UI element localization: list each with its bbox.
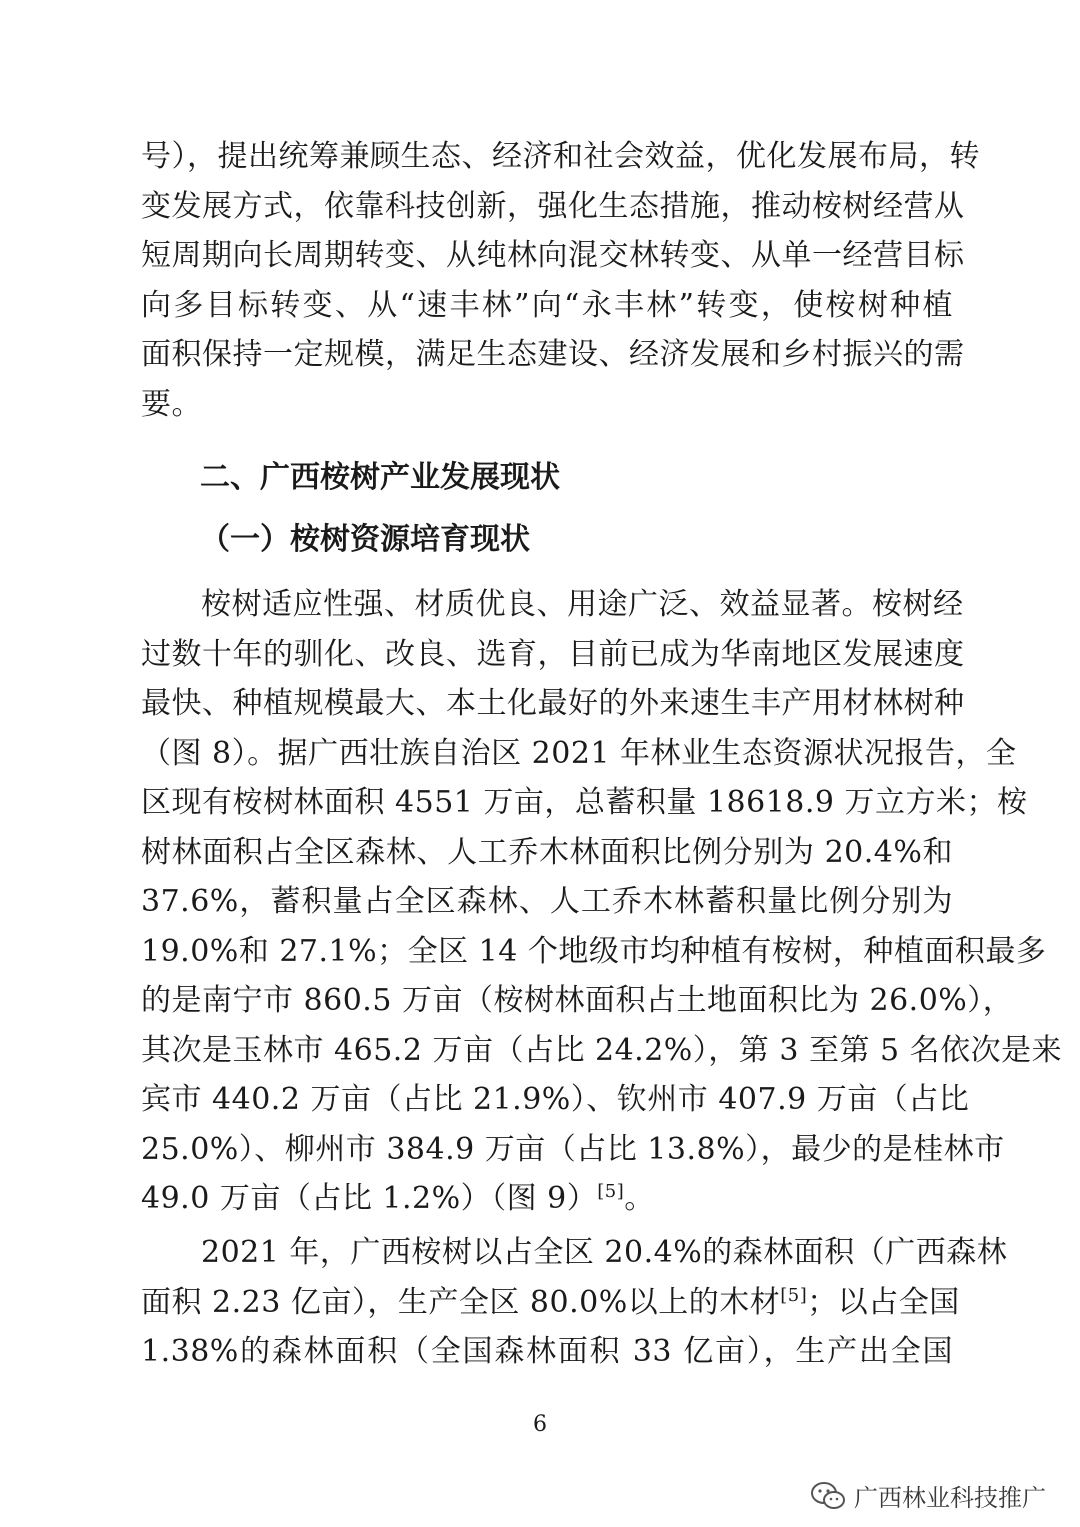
citation-ref: [5] bbox=[780, 1284, 808, 1306]
text-line: 过数十年的驯化、改良、选育，目前已成为华南地区发展速度 bbox=[141, 636, 965, 672]
text-line: 宾市 440.2 万亩（占比 21.9%）、钦州市 407.9 万亩（占比 bbox=[141, 1082, 970, 1117]
paragraph-3 bbox=[141, 1228, 1008, 1377]
line-text-tail: ；以占全国 bbox=[807, 1284, 960, 1320]
text-line: 2021 年，广西桉树以占全区 20.4%的森林面积（广西森林 bbox=[201, 1235, 1008, 1270]
line-text-end: 。 bbox=[624, 1181, 655, 1216]
watermark bbox=[810, 1478, 1046, 1513]
wechat-icon bbox=[810, 1481, 846, 1511]
citation-ref: [5] bbox=[597, 1181, 625, 1202]
paragraph-1 bbox=[141, 132, 980, 429]
text-line: 其次是玉林市 465.2 万亩（占比 24.2%），第 3 至第 5 名依次是来 bbox=[141, 1032, 1063, 1068]
text-line: 短周期向长周期转变、从纯林向混交林转变、从单一经营目标 bbox=[141, 238, 965, 273]
line-text: 49.0 万亩（占比 1.2%）（图 9） bbox=[141, 1181, 598, 1216]
section-heading: 二、广西桉树产业发展现状 bbox=[200, 460, 560, 495]
text-line: 要。 bbox=[141, 386, 202, 422]
text-line: 最快、种植规模最大、本土化最好的外来速生丰产用材林树种 bbox=[141, 686, 965, 721]
text-line bbox=[141, 1278, 960, 1328]
text-line: 区现有桉树林面积 4551 万亩，总蓄积量 18618.9 万立方米；桉 bbox=[141, 785, 1028, 820]
text-line: 桉树适应性强、材质优良、用途广泛、效益显著。桉树经 bbox=[201, 587, 964, 622]
text-line: 变发展方式，依靠科技创新，强化生态措施，推动桉树经营从 bbox=[141, 188, 965, 224]
line-text: 面积 2.23 亿亩），生产全区 80.0%以上的木材 bbox=[141, 1284, 781, 1320]
text-line: 37.6%，蓄积量占全区森林、人工乔木林蓄积量比例分别为 bbox=[141, 884, 953, 919]
text-line: 1.38%的森林面积（全国森林面积 33 亿亩），生产出全国 bbox=[141, 1334, 953, 1369]
text-line: （图 8）。据广西壮族自治区 2021 年林业生态资源状况报告，全 bbox=[141, 735, 1017, 771]
text-line: 向多目标转变、从“速丰林”向“永丰林”转变，使桉树种植 bbox=[141, 287, 953, 323]
page-number: 6 bbox=[533, 1412, 547, 1437]
text-line: 的是南宁市 860.5 万亩（桉树林面积占土地面积比为 26.0%）， bbox=[141, 983, 1014, 1018]
text-line: 树林面积占全区森林、人工乔木林面积比例分别为 20.4%和 bbox=[141, 834, 953, 870]
watermark-text: 广西林业科技推广 bbox=[854, 1484, 1046, 1512]
text-line: 25.0%）、柳州市 384.9 万亩（占比 13.8%），最少的是桂林市 bbox=[141, 1131, 1005, 1167]
text-line bbox=[141, 1174, 953, 1224]
paragraph-2 bbox=[141, 580, 1063, 1224]
text-line: 19.0%和 27.1%；全区 14 个地级市均种植有桉树，种植面积最多 bbox=[141, 933, 1047, 969]
subsection-heading: （一）桉树资源培育现状 bbox=[200, 522, 530, 557]
text-line: 面积保持一定规模，满足生态建设、经济发展和乡村振兴的需 bbox=[141, 337, 965, 372]
text-line: 号），提出统筹兼顾生态、经济和社会效益，优化发展布局，转 bbox=[141, 139, 980, 174]
